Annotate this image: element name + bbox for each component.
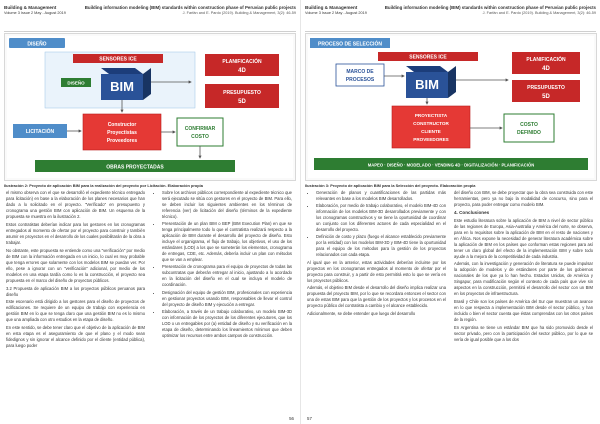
constructor-line-1: Constructor [107,122,137,128]
licitacion-box [13,124,67,138]
section-heading: 4. Conclusiones [454,210,490,215]
constructor-line-3: CLIENTE [421,129,441,134]
article-title: Building information modeling (BIM) standards within construction phase of Peruvian public projects [384,5,596,10]
journal-issue: Volume 3 Issue 2 May - August 2019 [305,11,367,15]
planificacion-4d-block [512,52,580,74]
left-page-header [4,5,296,32]
caption-left: Ilustración 2: Proyecto de aplicación BIM para la realización del proyecto por Licitación. Elaboración propia [4,183,203,188]
paragraph: Adicionalmente, se debe entender que luego del desarrollo [307,311,416,317]
paragraph: el mismo observa con el que se desarrolló el expediente técnico entregado para licitación) en base a la elaboración de los planes necesarios que han dado a lo solicitado en el proyecto. "Verificado" en presupuesto y cronograma una gestión BIM con aplicación de BIM. Un esquema de la propuesta se muestra en la ilustración 2. [6,190,145,219]
marco-line-2: PROCESOS [345,77,375,83]
bottom-process-label: MAPEO · DISEÑO · MODELADO · VENDING 4D · DIGITALIZACIÓN · PLANIFICACIÓN [367,162,535,168]
sensores-ice-label: SENSORES ICE [99,56,137,63]
list-item: • Presentación de un plan BIM o BEP (BIM Execution Plan) en que se tenga principalmente todo lo que el contratista realizará respecto a la aplicación de BIM durante el desarrollo del proyecto de diseño. Esto incluye el organigrama, el flujo de trabajo, los objetivos, el uso de los estándares (LOD) a los que se someterán los elementos, cronograma de entregas, CDE, etc. Además, debería incluir un plan con métodos que se van a emplear. [162,221,292,263]
paragraph: Además, con la investigación y generación de literatura se puede impulsar la adopción de modelos y de estándares por parte de los gobiernos nacionales de los que ya lo han hecho. Estados Unidos, de América y Singapur, para modificación según el contexto de cada país que vive sin aspectos en la construcción, permitirá el desarrollo del sector con un BIM en los proyectos de infraestructura. [454,261,593,297]
costo-line-1: COSTO [520,122,538,128]
licitacion-label: LICITACIÓN [25,129,55,135]
marco-line-1: MARCO DE [346,69,374,75]
article-authors: J. Farfán and E. Pardo (2019). Building & Management, 3(2): 46-59 [482,11,596,15]
paragraph: Este estudio literatura sobre la aplicación de BIM a nivel de sector público de las regiones de Europa, Asia-Australia y América del norte, se observa, para en lo requisitos sobre la aplicación de BIM en el resto de naciones y en África. Nos expone la necesidad de generar literatura académica sobre la aplicación de BIM en los países que conforman estas regiones para así tener un claro global del efecto de la implementación BIM y sobre todo ayude a la mejora de la competitividad de cada industria. [454,217,593,259]
bullet-list [307,190,446,258]
journal-name: Building & Management [4,5,57,10]
confirmar-line-2: COSTO [191,134,209,140]
right-page-header [305,5,596,32]
article-title: Building information modeling (BIM) standards within construction phase of Peruvian public projects [84,5,296,10]
marco-procesos-box [336,64,384,86]
paragraph: No obstante, este propuesta se entiende como una "verificación" por medio de BIM con la información entregada en un inicio, lo cual es muy probable que tenga errores que solamente con los modelos BIM se puedan ver. Por ello, pese a ignorar con un "verificación" adicional, por medio de los modelos en una etapa tardía como lo es la construcción, el proyecto sea propuesta en el marco del diseño de proyectos públicos. [6,247,145,283]
left-column-1 [6,190,145,351]
paragraph: Estos contratistas deberían indicar para los gestores en los cronogramas entregados al momento de ofertar por el proyecto para construir y también asumir en proyectos en el desarrollo de los cuales posibilitarán de la obra a trabajar. [6,221,145,245]
list-item: • Sobre los archivos públicos correspondiente al expediente técnico que será ejecutado se sitúa con gestores en el proyecto de BIM. Para ello, se deben incluir los siguientes ambientes en los términos de referencia (ver) de licitación del diseño (términos de la expediente técnico). [162,190,292,220]
bim-label: BIM [110,79,134,94]
figure-bim-licitacion [4,33,296,181]
sensores-ice-label: SENSORES ICE [409,54,447,61]
paragraph: Además, el objetivo BIM desde el desarrollo del diseño implica realizar una propuesta del proyecto BIM, por lo que se recordara entonces el sector con una de estas BIM para que la gestión de los proyectos y los procesos en el proyecto público del contratista a cambio y el alcance establecido. [307,285,446,309]
paragraph: En este sentido, se debe tener claro que el objetivo de la aplicación de BIM en esta etapa es el aseguramiento de que el plano y el modo sean fidedignos y sin ignorar el alcance definido por el cliente (entidad pública), para luego poder [6,324,145,348]
presupuesto-sub: 5D [542,94,550,100]
constructor-line-4: PROVEEDORES [413,137,449,142]
planificacion-label: PLANIFICACIÓN [222,59,262,65]
caption-right: Ilustración 3: Proyecto de aplicación BIM para la Selección del proyecto. Elaboración propia [305,183,476,188]
bullet-list [153,190,292,339]
planificacion-sub: 4D [238,68,246,74]
right-column-1 [307,190,446,319]
planificacion-sub: 4D [542,66,550,72]
confirmar-line-1: CONFIRMAR [184,126,216,132]
diseno-chip-label: DISEÑO [67,80,85,86]
list-item: • Presentación de cronograma para el equipo de proyectos de todas las subcontratas que deberán entregar al inicio, ajustando a lo acordado en la licitación del diseño en el cual se incluya el modelo de coordinación. [162,264,292,288]
paragraph: Al igual que en la anterior, estas actividades deberían incluirse por los proyectos en los cronogramas entregados al momento de ofertar por el proyecto para construir, y a partir de esto permitirá esto lo que se vería en los proyectos públicos. [307,259,446,283]
constructor-line-2: Proyectistas [107,130,137,136]
constructor-line-2: CONSTRUCTOR [413,121,449,126]
right-column-2 [454,190,593,345]
subsection-heading: 3.2 Propuesta de aplicación BIM a los proyectos públicos peruanos para diseño [6,285,145,297]
left-column-2 [153,190,292,340]
article-authors: J. Farfán and E. Pardo (2019). Building & Management, 3(2): 46-59 [182,11,296,15]
journal-issue: Volume 3 Issue 2 May - August 2019 [4,11,66,15]
page-number-left: 56 [289,416,294,421]
presupuesto-label: PRESUPUESTO [223,90,261,96]
confirmar-costo-box [177,118,223,146]
planificacion-4d-block [205,54,279,76]
list-item: • Elaboración, a través de un trabajo colaborativo, un modelo BIM-3D con información de los proyectos de los diferentes ejecutores, que los LOD o un entregables por (a) entidad de diseño y su verificación en la etapa de diseño, determinando los lineamientos mínimos que deben optimizar los recursos entre ambos campos de construcción. [162,309,292,339]
presupuesto-label: PRESUPUESTO [527,85,565,91]
presupuesto-5d-block [512,80,580,102]
obras-proyectadas-label: OBRAS PROYECTADAS [106,164,164,171]
presupuesto-5d-block [205,84,279,108]
figure-bim-licitacion-diagram [5,34,295,180]
paragraph: Este escenario está dirigido a los gestores para el diseño de proyectos de edificaciones. Se requiere de un equipo de trabajo con experiencia en gestión BIM en lo que se tenga claro que una gestión BIM no es lo mismo que una ampliada con otro estudios en la etapa de diseño. [6,299,145,323]
paragraph: En Argentina se tiene un estándar BIM que ha sido promovido desde el sector privado, pero con la participación del sector público, por lo que se vería de igual posible que a los dos [454,324,593,342]
paragraph: del diseño con BIM, se debe proyectar que la obra sea construida con este herramientas, pero ya no bajo la modalidad de concurso, sino para el proyecto, para poder entregar como modelo BIM. [454,190,593,207]
diseno-banner-label: DISEÑO [27,41,47,48]
journal-name: Building & Management [305,5,358,10]
paragraph: Brasil y Chile son los países de América del Sur que muestran un avance en lo que respecta a implementación BIM desde el sector público, y han incluido o bien el sector cuenta que éstas comprendas con los otros países de la región. [454,299,593,323]
figure-bim-seleccion [305,33,597,181]
planificacion-label: PLANIFICACIÓN [526,57,566,63]
list-item: • Elaboración, por medio de trabajo colaborativo, el modelo BIM-4D con información de los modelos BIM-3D desarrollados previamente y con los cronogramas constructivos y se tiene la oportunidad de coordinar un conjunto con los diferentes actores de cada especialidad en el desarrollo del proyecto. [316,203,446,233]
bottom-process-bar [314,158,588,170]
page-number-right: 57 [307,416,312,421]
list-item: • Designación del equipo de gestión BIM, profesionales con experiencia en gestionar proyectos usando BIM, responsables de llevar el control del proyecto de diseño BIM y ejecución a entregar. [162,290,292,308]
costo-line-2: DEFINIDO [517,130,541,136]
list-item: • Generación de planos y cuantificaciones de las partidas más relevantes en base a los modelos BIM desarrollados. [316,190,446,202]
obras-proyectadas-bar [35,160,235,172]
costo-definido-box [504,114,554,142]
presupuesto-sub: 5D [238,99,246,105]
list-item: • Definición de costo y plazo (fuego el alcance establecido previamente por la entidad) con los modelos BIM-3D y BIM-4D tiene la oportunidad para el equipo de los métodos para la gestión de los proyectos relacionados con cada etapa. [316,234,446,258]
constructor-box [83,114,161,150]
constructor-line-1: PROYECTISTA [414,113,448,118]
proceso-banner-label: PROCESO DE SELECCIÓN [318,41,382,48]
constructor-line-3: Proveedores [106,138,138,144]
right-page [300,0,600,424]
constructor-box [392,106,470,148]
bim-label: BIM [415,77,439,92]
figure-bim-seleccion-diagram [306,34,596,180]
